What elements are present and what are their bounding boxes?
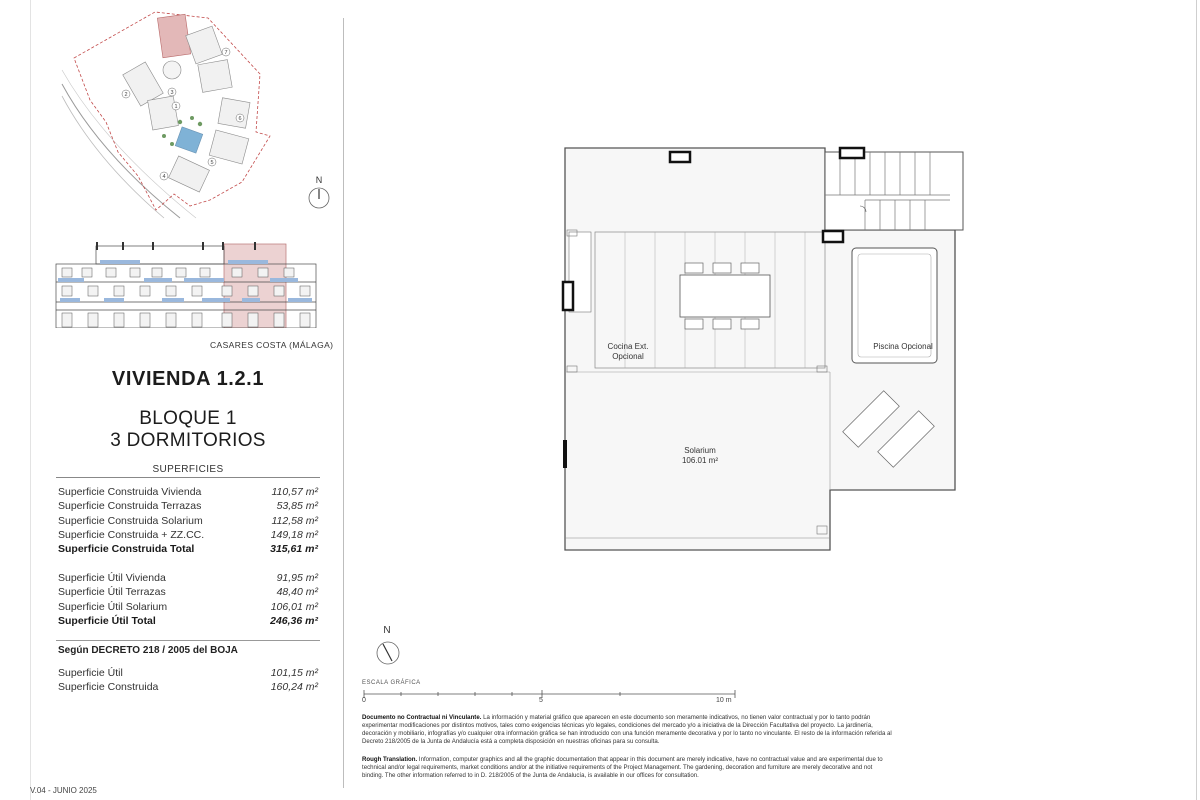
useful-surfaces-table	[58, 571, 318, 628]
surface-value: 110,57 m²	[271, 486, 318, 498]
surface-value: 315,61 m²	[270, 543, 318, 556]
scale-tick-5: 5	[539, 697, 543, 704]
disclaimer-es	[362, 714, 892, 746]
surfaces-rule	[56, 477, 320, 478]
surface-label: Superficie Construida + ZZ.CC.	[58, 528, 205, 541]
surface-row	[58, 600, 318, 614]
site-plan	[60, 4, 275, 220]
solarium-label	[660, 446, 740, 466]
surface-label: Superficie Construida Vivienda	[58, 486, 202, 498]
surface-row	[58, 499, 318, 513]
block-label: BLOQUE 1	[139, 408, 237, 429]
surface-value: 53,85 m²	[276, 500, 318, 513]
north-label: N	[315, 175, 323, 185]
unit-title: VIVIENDA 1.2.1	[111, 368, 265, 390]
surface-label: Superficie Útil Total	[58, 614, 156, 627]
disclaimer-en	[362, 756, 892, 780]
location-text: CASARES COSTA (MÁLAGA)	[210, 340, 334, 350]
site-number: 2	[124, 92, 128, 98]
site-number: 6	[238, 116, 242, 122]
bedrooms-label: 3 DORMITORIOS	[110, 430, 266, 451]
pool-label: Piscina Opcional	[873, 342, 933, 351]
surface-row	[58, 571, 318, 585]
surface-row	[58, 528, 318, 542]
kitchen-label	[598, 342, 658, 362]
surface-row	[58, 485, 318, 499]
boja-surfaces-table	[58, 666, 318, 695]
site-number: 1	[174, 104, 178, 110]
surface-value: 91,95 m²	[276, 572, 318, 584]
surface-row	[58, 585, 318, 599]
disclaimer-en-title: Rough Translation.	[362, 756, 418, 763]
site-number: 4	[162, 174, 166, 180]
site-number: 5	[210, 160, 214, 166]
scale-tick-0: 0	[362, 697, 366, 704]
disclaimer-es-text: La información y material gráfico que aparecen en este documento son meramente indicativos, no tienen valor contractual y por lo tanto podrán experimentar modificaciones por distintos motivos, tales como exigencias técnicas y/o legales, condiciones del mercado y/o a iniciativa de la Dirección Facultativa del proyecto. La jardinería, decoración y mobiliario, infografías y/o cualquier otra información gráfica se han introducido con una función meramente decorativa y por lo tanto no vinculante. El resto de la información referida al Decreto 218/2005 de la Junta de Andalucía está a completa disposición en nuestras oficinas para su consulta.	[362, 714, 892, 746]
version-label: V.04 - JUNIO 2025	[30, 786, 97, 795]
solarium-label-area: 106.01 m²	[681, 456, 719, 465]
surface-label: Superficie Construida Terrazas	[58, 500, 202, 513]
scale-label: ESCALA GRÁFICA	[362, 680, 421, 686]
surface-value: 246,36 m²	[270, 614, 318, 627]
surface-row	[58, 666, 318, 680]
surface-label: Superficie Construida	[58, 681, 159, 694]
north-label-plan: N	[383, 625, 391, 636]
surface-label: Superficie Útil Vivienda	[58, 572, 166, 584]
kitchen-label-line-1: Cocina Ext.	[607, 342, 649, 351]
site-number: 7	[224, 50, 228, 56]
solarium-label-name: Solarium	[684, 446, 716, 455]
surface-value: 160,24 m²	[270, 681, 318, 694]
scale-bar	[360, 688, 745, 700]
site-number: 3	[170, 90, 174, 96]
page-right-rule	[1196, 0, 1197, 800]
surface-row	[58, 680, 318, 694]
disclaimer-en-text: Information, computer graphics and all the graphic documentation that appear in this document are merely indicative, have no contractual value and are experimental due to technical and/or legal requirements, market conditions and/or at the initiative requirements of the Project Management. The gardening, decoration and furniture are merely decorative and not binding. The other information referred to in D. 218/2005 of the Junta de Andalucía, is available in our offices for consultation.	[362, 756, 883, 780]
constructed-surfaces-table	[58, 485, 318, 556]
surface-label: Superficie Útil Terrazas	[58, 586, 166, 599]
surface-label: Superficie Útil Solarium	[58, 600, 168, 613]
north-arrow-plan-icon	[374, 639, 402, 667]
column-divider	[343, 18, 344, 788]
surface-total-row	[58, 614, 318, 628]
surface-value: 48,40 m²	[276, 586, 318, 599]
surface-label: Superficie Construida Total	[58, 543, 195, 556]
building-elevation	[52, 236, 320, 328]
disclaimer-es-title: Documento no Contractual ni Vinculante.	[362, 714, 482, 721]
boja-title: Según DECRETO 218 / 2005 del BOJA	[58, 645, 238, 656]
surface-label: Superficie Útil	[58, 667, 123, 679]
surface-label: Superficie Construida Solarium	[58, 514, 203, 527]
surface-total-row	[58, 542, 318, 556]
surface-row	[58, 514, 318, 528]
kitchen-label-line-2: Opcional	[612, 352, 644, 361]
surface-value: 149,18 m²	[270, 528, 318, 541]
page-left-rule	[30, 0, 31, 800]
scale-tick-10: 10 m	[716, 697, 732, 704]
surface-value: 112,58 m²	[271, 514, 318, 527]
surfaces-heading: SUPERFICIES	[152, 464, 224, 475]
boja-rule	[56, 640, 320, 641]
surface-value: 106,01 m²	[270, 600, 318, 613]
surface-value: 101,15 m²	[270, 667, 318, 679]
north-arrow-icon	[307, 186, 331, 210]
